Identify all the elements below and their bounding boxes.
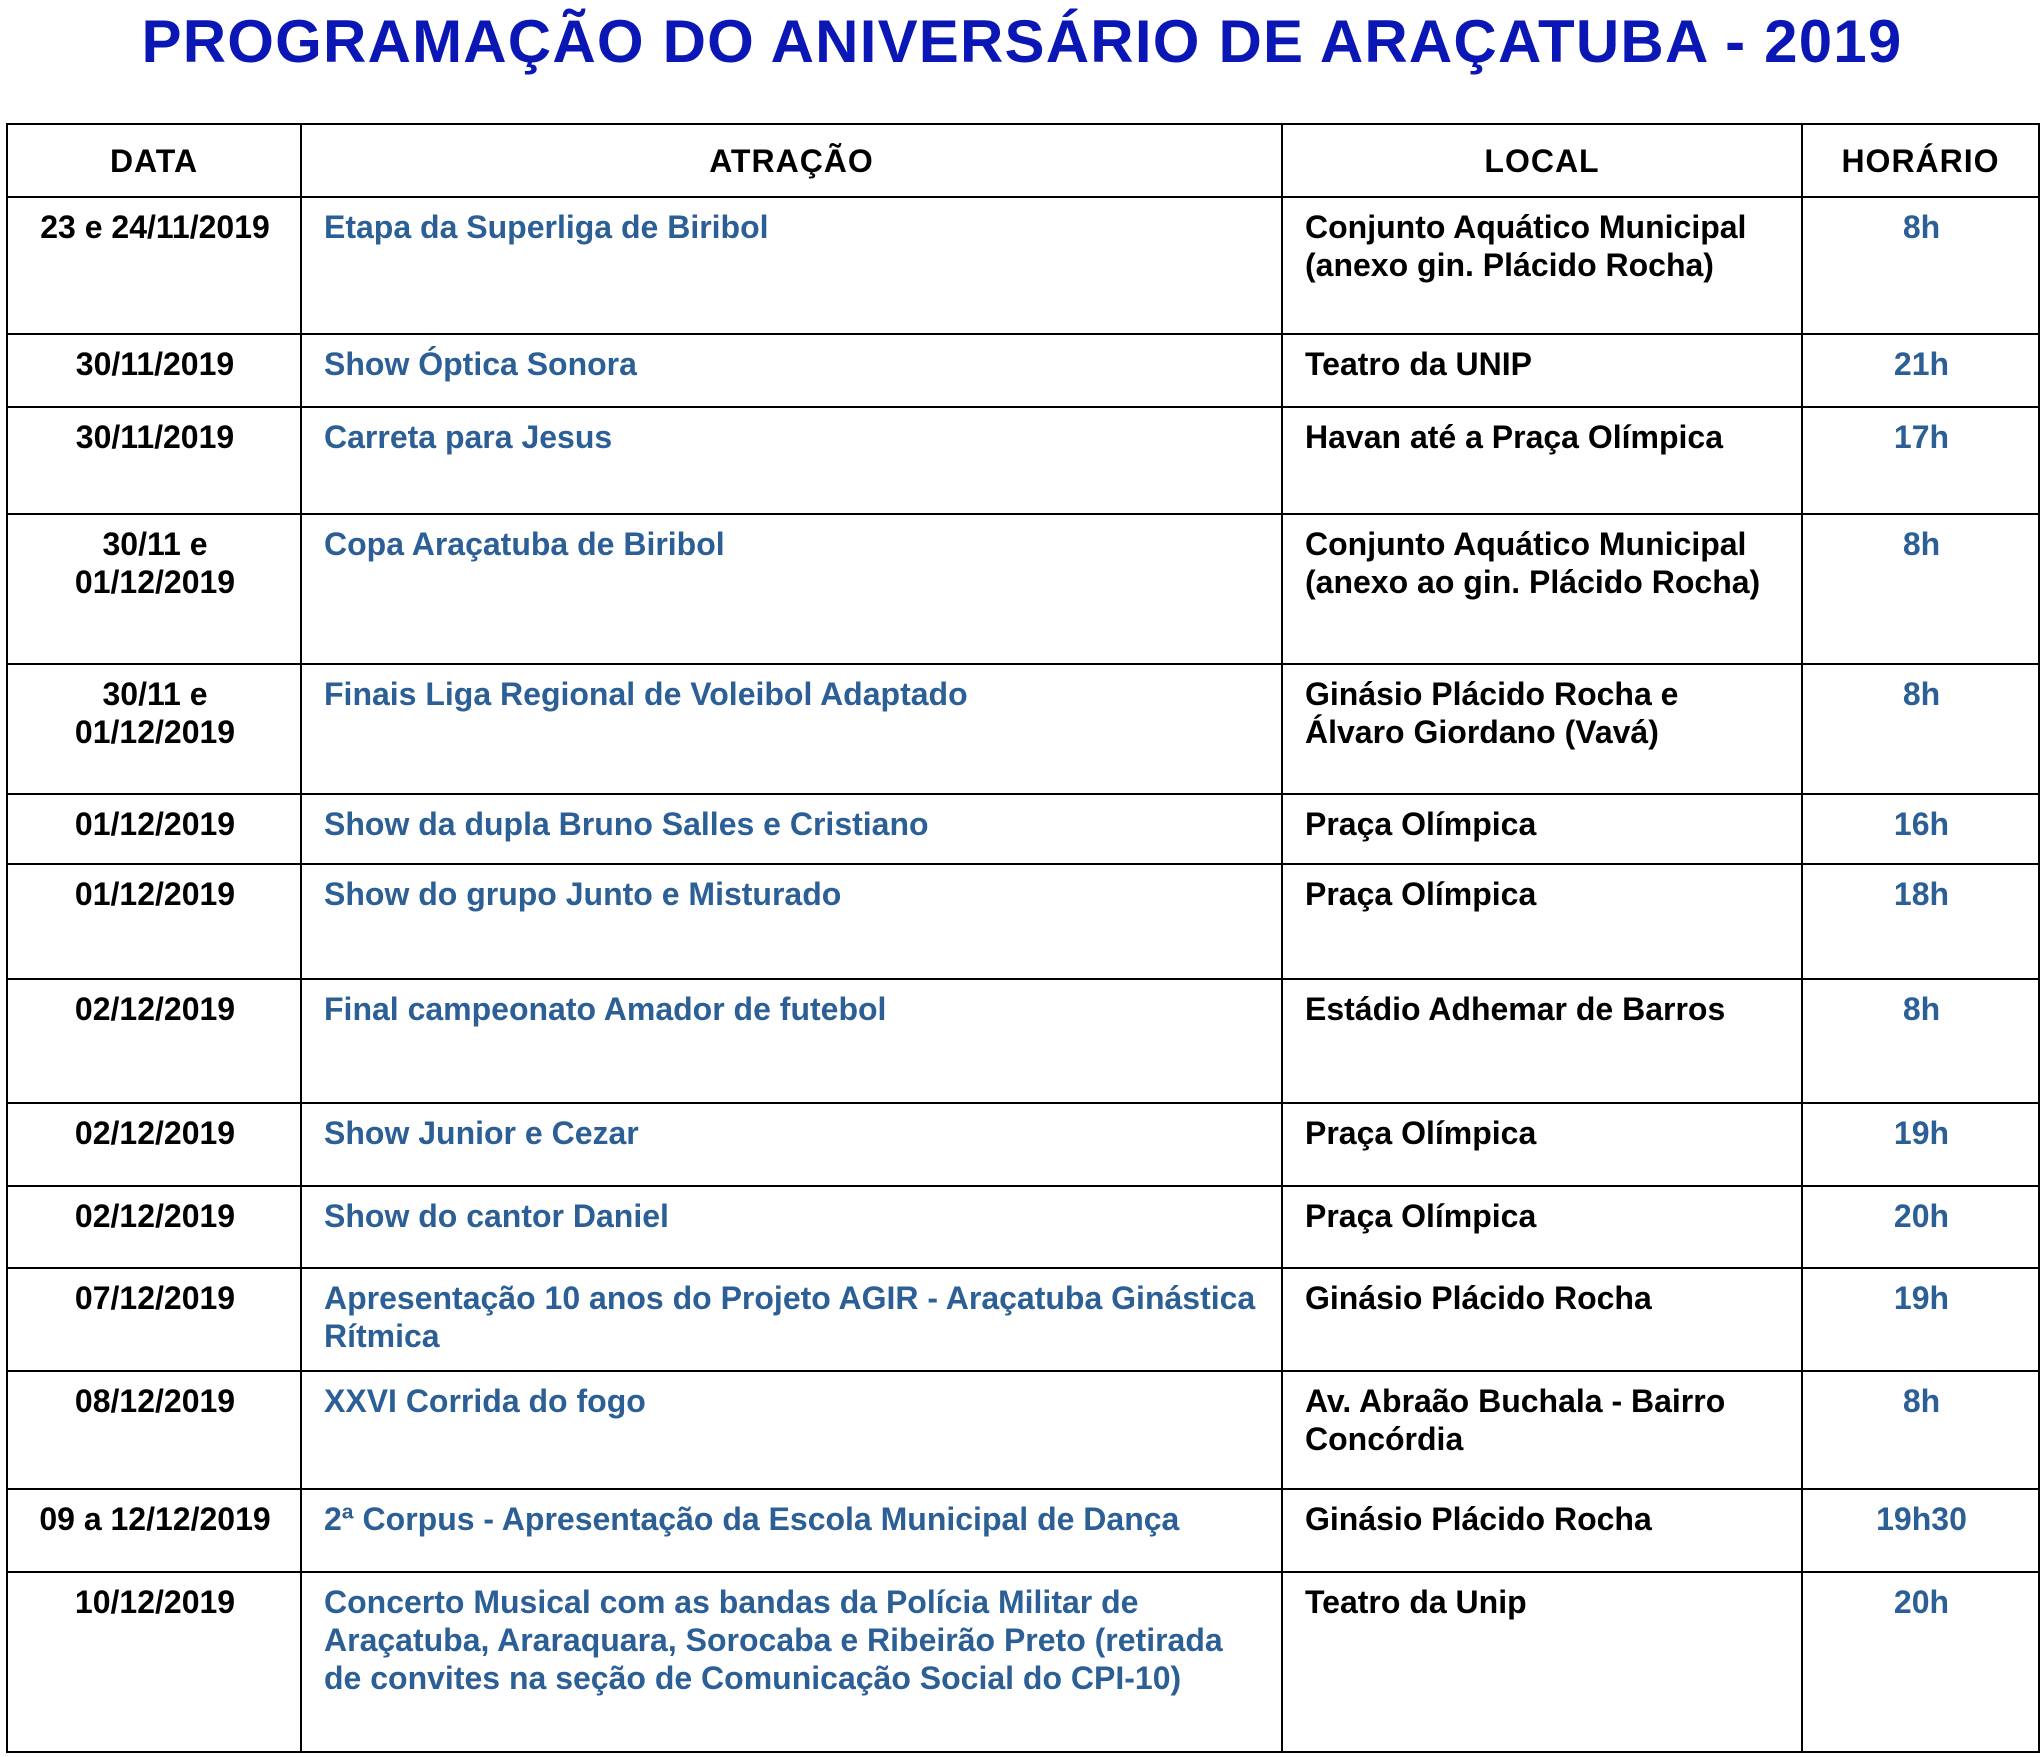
attraction-cell: XXVI Corrida do fogo: [301, 1371, 1282, 1489]
attraction-cell: Show do cantor Daniel: [301, 1186, 1282, 1268]
header-date: DATA: [7, 124, 301, 197]
table-row: [7, 864, 2039, 979]
location-cell: Ginásio Plácido Rocha e Álvaro Giordano (Vavá): [1282, 664, 1802, 794]
attraction-cell: Apresentação 10 anos do Projeto AGIR - Araçatuba Ginástica Rítmica: [301, 1268, 1282, 1371]
time-cell: 21h: [1802, 334, 2039, 407]
attraction-cell: Show do grupo Junto e Misturado: [301, 864, 1282, 979]
time-cell: 19h: [1802, 1268, 2039, 1371]
table-row: [7, 1371, 2039, 1489]
table-row: [7, 979, 2039, 1103]
date-cell: 30/11/2019: [7, 334, 301, 407]
table-row: [7, 664, 2039, 794]
table-row: [7, 1268, 2039, 1371]
attraction-cell: Etapa da Superliga de Biribol: [301, 197, 1282, 334]
page-title: PROGRAMAÇÃO DO ANIVERSÁRIO DE ARAÇATUBA - 2019: [141, 8, 1903, 75]
date-cell: 10/12/2019: [7, 1572, 301, 1752]
date-cell: 30/11/2019: [7, 407, 301, 514]
table-row: [7, 1489, 2039, 1572]
time-cell: 19h30: [1802, 1489, 2039, 1572]
location-cell: Conjunto Aquático Municipal (anexo gin. Plácido Rocha): [1282, 197, 1802, 334]
date-cell: 07/12/2019: [7, 1268, 301, 1371]
attraction-cell: Carreta para Jesus: [301, 407, 1282, 514]
location-cell: Praça Olímpica: [1282, 1186, 1802, 1268]
date-cell: 08/12/2019: [7, 1371, 301, 1489]
table-body: [7, 197, 2039, 1752]
date-cell: 30/11 e 01/12/2019: [7, 664, 301, 794]
location-cell: Conjunto Aquático Municipal (anexo ao gin. Plácido Rocha): [1282, 514, 1802, 664]
table-row: [7, 1186, 2039, 1268]
table-row: [7, 514, 2039, 664]
date-cell: 01/12/2019: [7, 794, 301, 864]
time-cell: 18h: [1802, 864, 2039, 979]
date-cell: 02/12/2019: [7, 1186, 301, 1268]
date-cell: 02/12/2019: [7, 1103, 301, 1186]
header-row: [7, 124, 2039, 197]
attraction-cell: Show Junior e Cezar: [301, 1103, 1282, 1186]
location-cell: Praça Olímpica: [1282, 1103, 1802, 1186]
header-time: HORÁRIO: [1802, 124, 2039, 197]
table-header: [7, 124, 2039, 197]
attraction-cell: Show Óptica Sonora: [301, 334, 1282, 407]
location-cell: Ginásio Plácido Rocha: [1282, 1268, 1802, 1371]
time-cell: 8h: [1802, 664, 2039, 794]
table-row: [7, 334, 2039, 407]
location-cell: Av. Abraão Buchala - Bairro Concórdia: [1282, 1371, 1802, 1489]
date-cell: 02/12/2019: [7, 979, 301, 1103]
time-cell: 8h: [1802, 197, 2039, 334]
date-cell: 30/11 e 01/12/2019: [7, 514, 301, 664]
time-cell: 8h: [1802, 1371, 2039, 1489]
header-location: LOCAL: [1282, 124, 1802, 197]
location-cell: Ginásio Plácido Rocha: [1282, 1489, 1802, 1572]
location-cell: Praça Olímpica: [1282, 864, 1802, 979]
time-cell: 17h: [1802, 407, 2039, 514]
time-cell: 19h: [1802, 1103, 2039, 1186]
time-cell: 16h: [1802, 794, 2039, 864]
location-cell: Teatro da UNIP: [1282, 334, 1802, 407]
location-cell: Teatro da Unip: [1282, 1572, 1802, 1752]
table-row: [7, 197, 2039, 334]
table-row: [7, 794, 2039, 864]
time-cell: 8h: [1802, 514, 2039, 664]
time-cell: 20h: [1802, 1186, 2039, 1268]
table-row: [7, 407, 2039, 514]
attraction-cell: Final campeonato Amador de futebol: [301, 979, 1282, 1103]
table-row: [7, 1103, 2039, 1186]
attraction-cell: Finais Liga Regional de Voleibol Adaptado: [301, 664, 1282, 794]
table-row: [7, 1572, 2039, 1752]
location-cell: Estádio Adhemar de Barros: [1282, 979, 1802, 1103]
date-cell: 23 e 24/11/2019: [7, 197, 301, 334]
attraction-cell: Show da dupla Bruno Salles e Cristiano: [301, 794, 1282, 864]
attraction-cell: Concerto Musical com as bandas da Polícia Militar de Araçatuba, Araraquara, Sorocaba e Ribeirão Preto (retirada de convites na seção de Comunicação Social do CPI-10): [301, 1572, 1282, 1752]
header-attraction: ATRAÇÃO: [301, 124, 1282, 197]
time-cell: 20h: [1802, 1572, 2039, 1752]
schedule-table: [6, 123, 2040, 1753]
location-cell: Praça Olímpica: [1282, 794, 1802, 864]
date-cell: 09 a 12/12/2019: [7, 1489, 301, 1572]
time-cell: 8h: [1802, 979, 2039, 1103]
attraction-cell: Copa Araçatuba de Biribol: [301, 514, 1282, 664]
attraction-cell: 2ª Corpus - Apresentação da Escola Municipal de Dança: [301, 1489, 1282, 1572]
location-cell: Havan até a Praça Olímpica: [1282, 407, 1802, 514]
date-cell: 01/12/2019: [7, 864, 301, 979]
